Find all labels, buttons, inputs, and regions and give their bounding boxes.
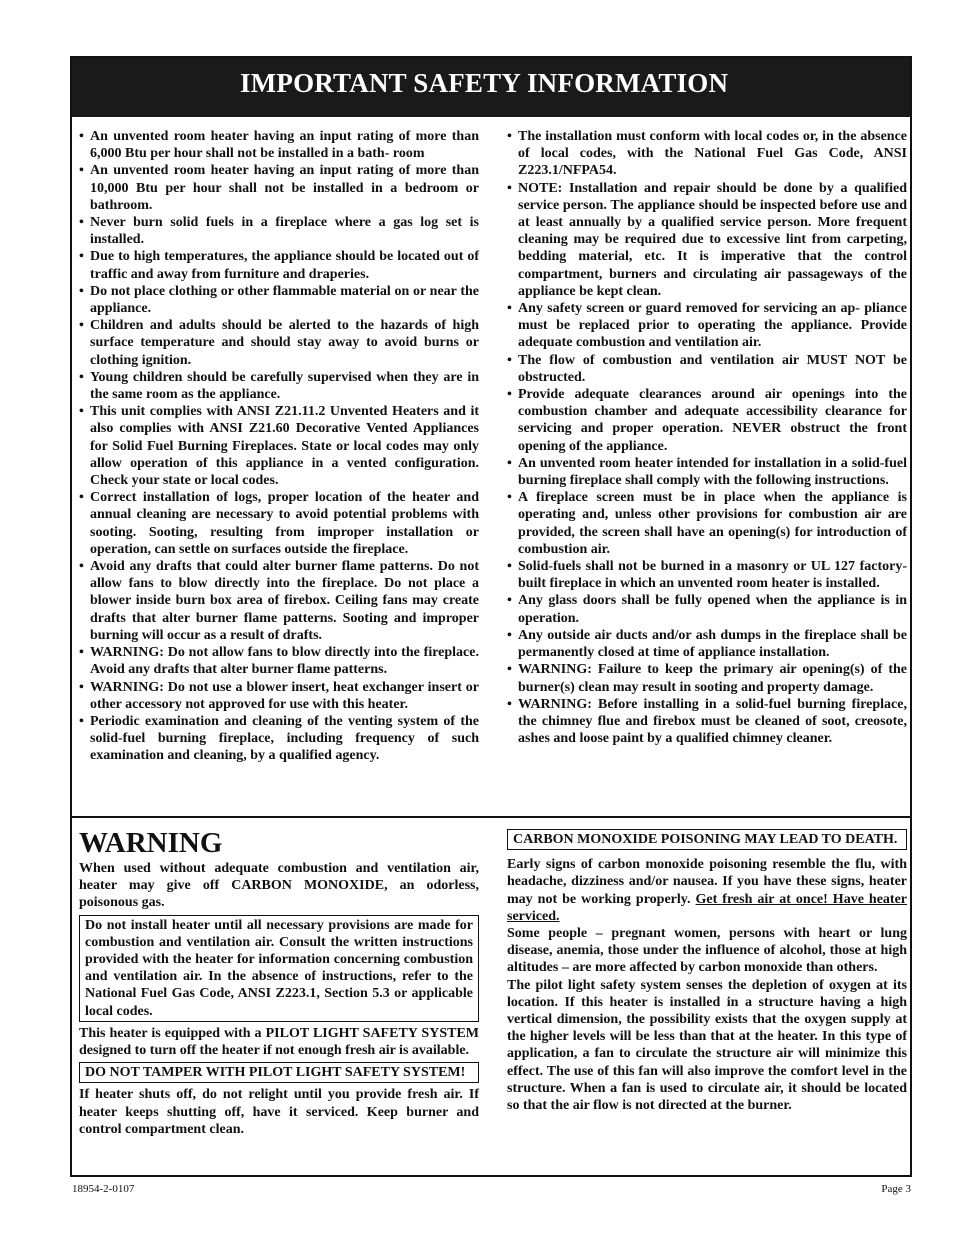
bullet-item: • Periodic examination and cleaning of the venting system of the solid-fuel burning fireplace, including frequency of such examination and cleaning, by a qualified agency. <box>79 713 479 765</box>
bullet-item: • WARNING: Do not use a blower insert, heat exchanger insert or other accessory not approved for use with this heater. <box>79 679 479 713</box>
co-symptoms: Early signs of carbon monoxide poisoning resemble the flu, with headache, dizziness and/or nausea. If you have these signs, heater may not be working properly. <box>507 857 907 907</box>
title-bar <box>72 58 910 117</box>
do-not-tamper-box: DO NOT TAMPER WITH PILOT LIGHT SAFETY SYSTEM! <box>79 1062 479 1083</box>
right-column <box>507 128 907 747</box>
left-bullet-list <box>79 128 479 765</box>
bullet-item: • Any safety screen or guard removed for servicing an ap- pliance must be replaced prior to operating the appliance. Provide adequate combustion and ventilation air. <box>507 300 907 352</box>
bullet-item: • Young children should be carefully supervised when they are in the same room as the appliance. <box>79 369 479 403</box>
bullet-item: • Due to high temperatures, the appliance should be located out of traffic and away from furniture and draperies. <box>79 248 479 282</box>
bullet-item: • NOTE: Installation and repair should be done by a qualified service person. The appliance should be inspected before use and at least annually by a qualified service person. More frequent cleaning may be required due to excessive lint from carpeting, bedding material, etc. It is imperative that the control compartment, burners and circulating air passageways of the appliance be kept clean. <box>507 180 907 300</box>
bullet-item: • An unvented room heater having an input rating of more than 6,000 Btu per hour shall not be installed in a bath- room <box>79 128 479 162</box>
section-divider <box>72 816 910 818</box>
document-number: 18954-2-0107 <box>72 1183 135 1195</box>
bullet-item: • Solid-fuels shall not be burned in a masonry or UL 127 factory-built fireplace in which an unvented room heater is installed. <box>507 558 907 592</box>
bullet-item: • Any glass doors shall be fully opened when the appliance is in operation. <box>507 592 907 626</box>
page-number: Page 3 <box>881 1183 911 1195</box>
bullet-item: • WARNING: Failure to keep the primary air opening(s) of the burner(s) clean may result in sooting and property damage. <box>507 661 907 695</box>
bullet-item: • Do not place clothing or other flammable material on or near the appliance. <box>79 283 479 317</box>
bullet-item: • This unit complies with ANSI Z21.11.2 Unvented Heaters and it also complies with ANSI Z21.60 Decorative Vented Appliances for Solid Fuel Burning Fireplaces. State or local codes may only allow operation of this appliance in a vented configuration. Check your state or local codes. <box>79 403 479 489</box>
co-poisoning-box: CARBON MONOXIDE POISONING MAY LEAD TO DEATH. <box>507 829 907 850</box>
bullet-item: • The flow of combustion and ventilation air MUST NOT be obstructed. <box>507 352 907 386</box>
shutoff-text: If heater shuts off, do not relight until you provide fresh air. If heater keeps shutting off, have it serviced. Keep burner and control compartment clean. <box>79 1087 479 1137</box>
right-bullet-list <box>507 128 907 747</box>
bullet-item: • Correct installation of logs, proper location of the heater and annual cleaning are necessary to avoid potential problems with sooting. Sooting, resulting from improper installation or operation, can settle on surfaces outside the fireplace. <box>79 489 479 558</box>
fresh-air-emphasis: Get fresh air at once! Have heater serviced. <box>507 891 908 924</box>
bullet-item: • Avoid any drafts that could alter burner flame patterns. Do not allow fans to blow directly into the fireplace. Do not place a blower inside burn box area of firebox. Ceiling fans may create drafts that alter burner flame patterns. Sooting and improper burning will occur as a result of drafts. <box>79 558 479 644</box>
co-symptoms-text <box>507 856 907 925</box>
bullet-item: • Never burn solid fuels in a fireplace where a gas log set is installed. <box>79 214 479 248</box>
pilot-system-text: This heater is equipped with a PILOT LIGHT SAFETY SYSTEM designed to turn off the heater if not enough fresh air is available. <box>79 1025 479 1059</box>
pilot-light-system-text: The pilot light safety system senses the depletion of oxygen at its location. If this heater is installed in a structure having a high vertical dimension, the possibility exists that the oxygen supply at the higher levels will be less than that at the heater. In this type of application, a fan to circulate the structure air will minimize this effect. The use of this fan will also improve the comfort level in the structure. When a fan is used to circulate air, it should be located so that the air flow is not directed at the burner. <box>507 977 907 1114</box>
page-title: IMPORTANT SAFETY INFORMATION <box>240 68 729 98</box>
combustion-air-box: Do not install heater until all necessary provisions are made for combustion and ventilation air. Consult the written instructions provided with the heater for information concerning combustion and ventilation air. In the absence of instructions, refer to the National Fuel Gas Code, ANSI Z223.1, Section 5.3 or applicable local codes. <box>79 915 479 1022</box>
bullet-item: • Provide adequate clearances around air openings into the combustion chamber and adequate accessibility clearance for servicing and proper operation. NEVER obstruct the front opening of the appliance. <box>507 386 907 455</box>
bullet-item: • WARNING: Do not allow fans to blow directly into the fireplace. Avoid any drafts that alter burner flame patterns. <box>79 644 479 678</box>
left-column <box>79 128 479 765</box>
safety-frame <box>70 56 912 1177</box>
bullet-item: • Children and adults should be alerted to the hazards of high surface temperature and should stay away to avoid burns or clothing ignition. <box>79 317 479 369</box>
warning-left-column <box>79 828 479 1138</box>
bullet-item: • A fireplace screen must be in place when the appliance is operating and, unless other provisions for combustion air are provided, the screen shall have an opening(s) for introduction of combustion air. <box>507 489 907 558</box>
bullet-item: • An unvented room heater having an input rating of more than 10,000 Btu per hour shall not be installed in a bedroom or bathroom. <box>79 162 479 214</box>
warning-right-column <box>507 826 907 1114</box>
warning-intro: When used without adequate combustion and ventilation air, heater may give off CARBON MONOXIDE, an odorless, poisonous gas. <box>79 861 479 911</box>
at-risk-text: Some people – pregnant women, persons with heart or lung disease, anemia, those under the influence of alcohol, those at high altitudes – are more affected by carbon monoxide than others. <box>507 926 907 976</box>
bullet-item: • An unvented room heater intended for installation in a solid-fuel burning fireplace shall comply with the following instructions. <box>507 455 907 489</box>
bullet-item: • Any outside air ducts and/or ash dumps in the fireplace shall be permanently closed at time of appliance installation. <box>507 627 907 661</box>
warning-heading: WARNING <box>79 827 223 859</box>
bullet-item: • The installation must conform with local codes or, in the absence of local codes, with the National Fuel Gas Code, ANSI Z223.1/NFPA54. <box>507 128 907 180</box>
bullet-item: • WARNING: Before installing in a solid-fuel burning fireplace, the chimney flue and firebox must be cleaned of soot, creosote, ashes and loose paint by a qualified chimney cleaner. <box>507 696 907 748</box>
